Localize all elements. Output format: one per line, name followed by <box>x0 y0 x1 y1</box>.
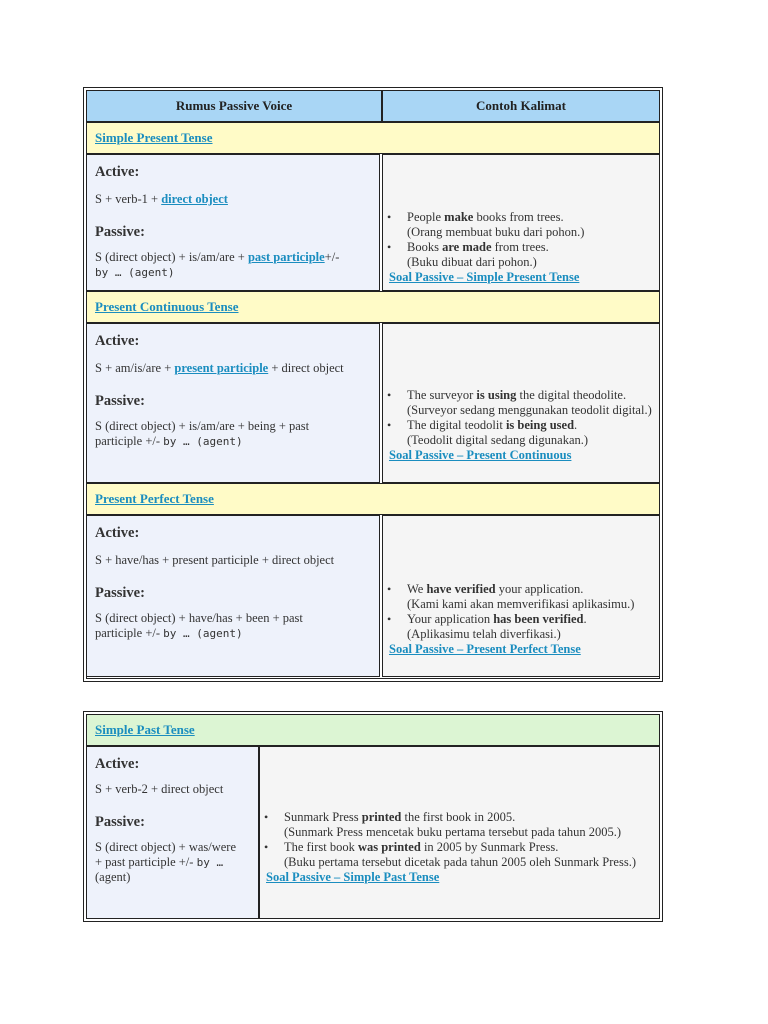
example-verb: has been verified <box>493 612 584 626</box>
example-verb: is being used <box>505 418 575 432</box>
example-item <box>383 388 659 418</box>
passive-formula-by: by … (agent) <box>163 435 243 448</box>
example-item <box>383 210 659 240</box>
example-verb: have verified <box>426 582 496 596</box>
example-text: . <box>583 612 587 626</box>
passive-formula <box>95 250 371 280</box>
active-formula-text: S + verb-1 + <box>95 192 162 206</box>
example-translation: (Kami kami akan memverifikasi aplikasimu.) <box>407 597 635 611</box>
passive-formula-text: S (direct object) + was/were <box>95 840 237 854</box>
example-translation: (Buku dibuat dari pohon.) <box>407 255 537 269</box>
passive-heading: Passive: <box>95 585 145 601</box>
header-rumus <box>86 90 382 122</box>
section-title-present-perfect <box>86 483 660 515</box>
section-title-simple-present <box>86 122 660 154</box>
passive-formula-text: participle +/- <box>95 626 164 640</box>
passive-formula-by: by … (agent) <box>163 627 243 640</box>
active-formula: S + have/has + present participle + direct object <box>95 553 335 567</box>
example-list <box>383 582 659 642</box>
passive-formula-text: S (direct object) + is/am/are + being + past <box>95 419 310 433</box>
example-translation: (Surveyor sedang menggunakan teodolit digital.) <box>407 403 652 417</box>
example-item <box>383 418 659 448</box>
example-text: . <box>574 418 578 432</box>
example-translation: (Teodolit digital sedang digunakan.) <box>407 433 589 447</box>
passive-formula-by: by … (agent) <box>95 266 175 279</box>
example-list <box>260 810 649 870</box>
formula-present-perfect <box>86 515 380 677</box>
header-rumus-label: Rumus Passive Voice <box>175 98 293 113</box>
soal-present-perfect-link[interactable]: Soal Passive – Present Perfect Tense <box>389 642 581 656</box>
example-item <box>383 240 659 270</box>
active-heading: Active: <box>95 333 140 349</box>
simple-present-link[interactable]: Simple Present Tense <box>95 130 213 145</box>
present-participle-link[interactable]: present participle <box>174 361 269 375</box>
example-text: The digital teodolit <box>407 418 506 432</box>
example-text: People <box>407 210 445 224</box>
example-translation: (Sunmark Press mencetak buku pertama tersebut pada tahun 2005.) <box>284 825 622 839</box>
example-text: the first book in 2005. <box>401 810 516 824</box>
passive-formula <box>95 611 371 641</box>
formula-present-continuous <box>86 323 380 483</box>
passive-formula <box>95 419 371 449</box>
passive-heading: Passive: <box>95 224 145 240</box>
active-formula: S + verb-2 + direct object <box>95 782 224 796</box>
example-text: from trees. <box>491 240 549 254</box>
passive-heading: Passive: <box>95 814 145 830</box>
passive-formula-agent: (agent) <box>95 870 131 884</box>
simple-past-link[interactable]: Simple Past Tense <box>95 722 195 737</box>
passive-formula <box>95 840 250 885</box>
example-text: Sunmark Press <box>284 810 362 824</box>
passive-formula-text: S (direct object) + is/am/are + <box>95 250 248 264</box>
section-title-present-continuous <box>86 291 660 323</box>
direct-object-link[interactable]: direct object <box>161 192 228 206</box>
example-list <box>383 388 659 448</box>
passive-heading: Passive: <box>95 393 145 409</box>
examples-present-perfect <box>382 515 660 677</box>
example-text: We <box>407 582 427 596</box>
formula-simple-present <box>86 154 380 291</box>
passive-formula-text: S (direct object) + have/has + been + past <box>95 611 303 625</box>
passive-voice-table <box>83 87 663 682</box>
examples-simple-past <box>259 746 660 919</box>
examples-present-continuous <box>382 323 660 483</box>
active-heading: Active: <box>95 756 140 772</box>
passive-formula-text: participle +/- <box>95 434 164 448</box>
example-item <box>260 810 649 840</box>
example-text: Your application <box>407 612 494 626</box>
example-text: Books <box>407 240 443 254</box>
example-verb: make <box>444 210 474 224</box>
example-translation: (Buku pertama tersebut dicetak pada tahun 2005 oleh Sunmark Press.) <box>284 855 636 869</box>
soal-present-continuous-link[interactable]: Soal Passive – Present Continuous <box>389 448 572 462</box>
example-text: your application. <box>495 582 584 596</box>
present-perfect-link[interactable]: Present Perfect Tense <box>95 491 214 506</box>
example-item <box>383 582 659 612</box>
active-formula-text: S + am/is/are + <box>95 361 175 375</box>
present-continuous-link[interactable]: Present Continuous Tense <box>95 299 239 314</box>
example-text: in 2005 by Sunmark Press. <box>420 840 559 854</box>
passive-formula-text: + past participle +/- <box>95 855 197 869</box>
active-formula <box>95 192 371 207</box>
passive-formula-mid: +/- <box>324 250 340 264</box>
header-contoh-label: Contoh Kalimat <box>476 98 566 113</box>
section-title-simple-past <box>86 714 660 746</box>
active-formula <box>95 361 371 376</box>
formula-simple-past <box>86 746 259 919</box>
soal-simple-past-link[interactable]: Soal Passive – Simple Past Tense <box>266 870 440 884</box>
example-verb: was printed <box>357 840 421 854</box>
example-verb: are made <box>442 240 492 254</box>
example-translation: (Aplikasimu telah diverfikasi.) <box>407 627 561 641</box>
active-formula-suffix: + direct object <box>268 361 344 375</box>
example-verb: printed <box>361 810 402 824</box>
examples-simple-present <box>382 154 660 291</box>
example-text: books from trees. <box>473 210 564 224</box>
example-translation: (Orang membuat buku dari pohon.) <box>407 225 585 239</box>
example-text: The first book <box>284 840 358 854</box>
example-text: the digital theodolite. <box>516 388 627 402</box>
simple-past-table <box>83 711 663 922</box>
header-contoh <box>382 90 660 122</box>
example-verb: is using <box>476 388 517 402</box>
example-item <box>383 612 659 642</box>
past-participle-link[interactable]: past participle <box>247 250 325 264</box>
passive-formula-by: by … <box>196 856 224 869</box>
active-heading: Active: <box>95 525 140 541</box>
example-item <box>260 840 649 870</box>
soal-simple-present-link[interactable]: Soal Passive – Simple Present Tense <box>389 270 580 284</box>
example-text: The surveyor <box>407 388 477 402</box>
active-heading: Active: <box>95 164 140 180</box>
example-list <box>383 210 659 270</box>
